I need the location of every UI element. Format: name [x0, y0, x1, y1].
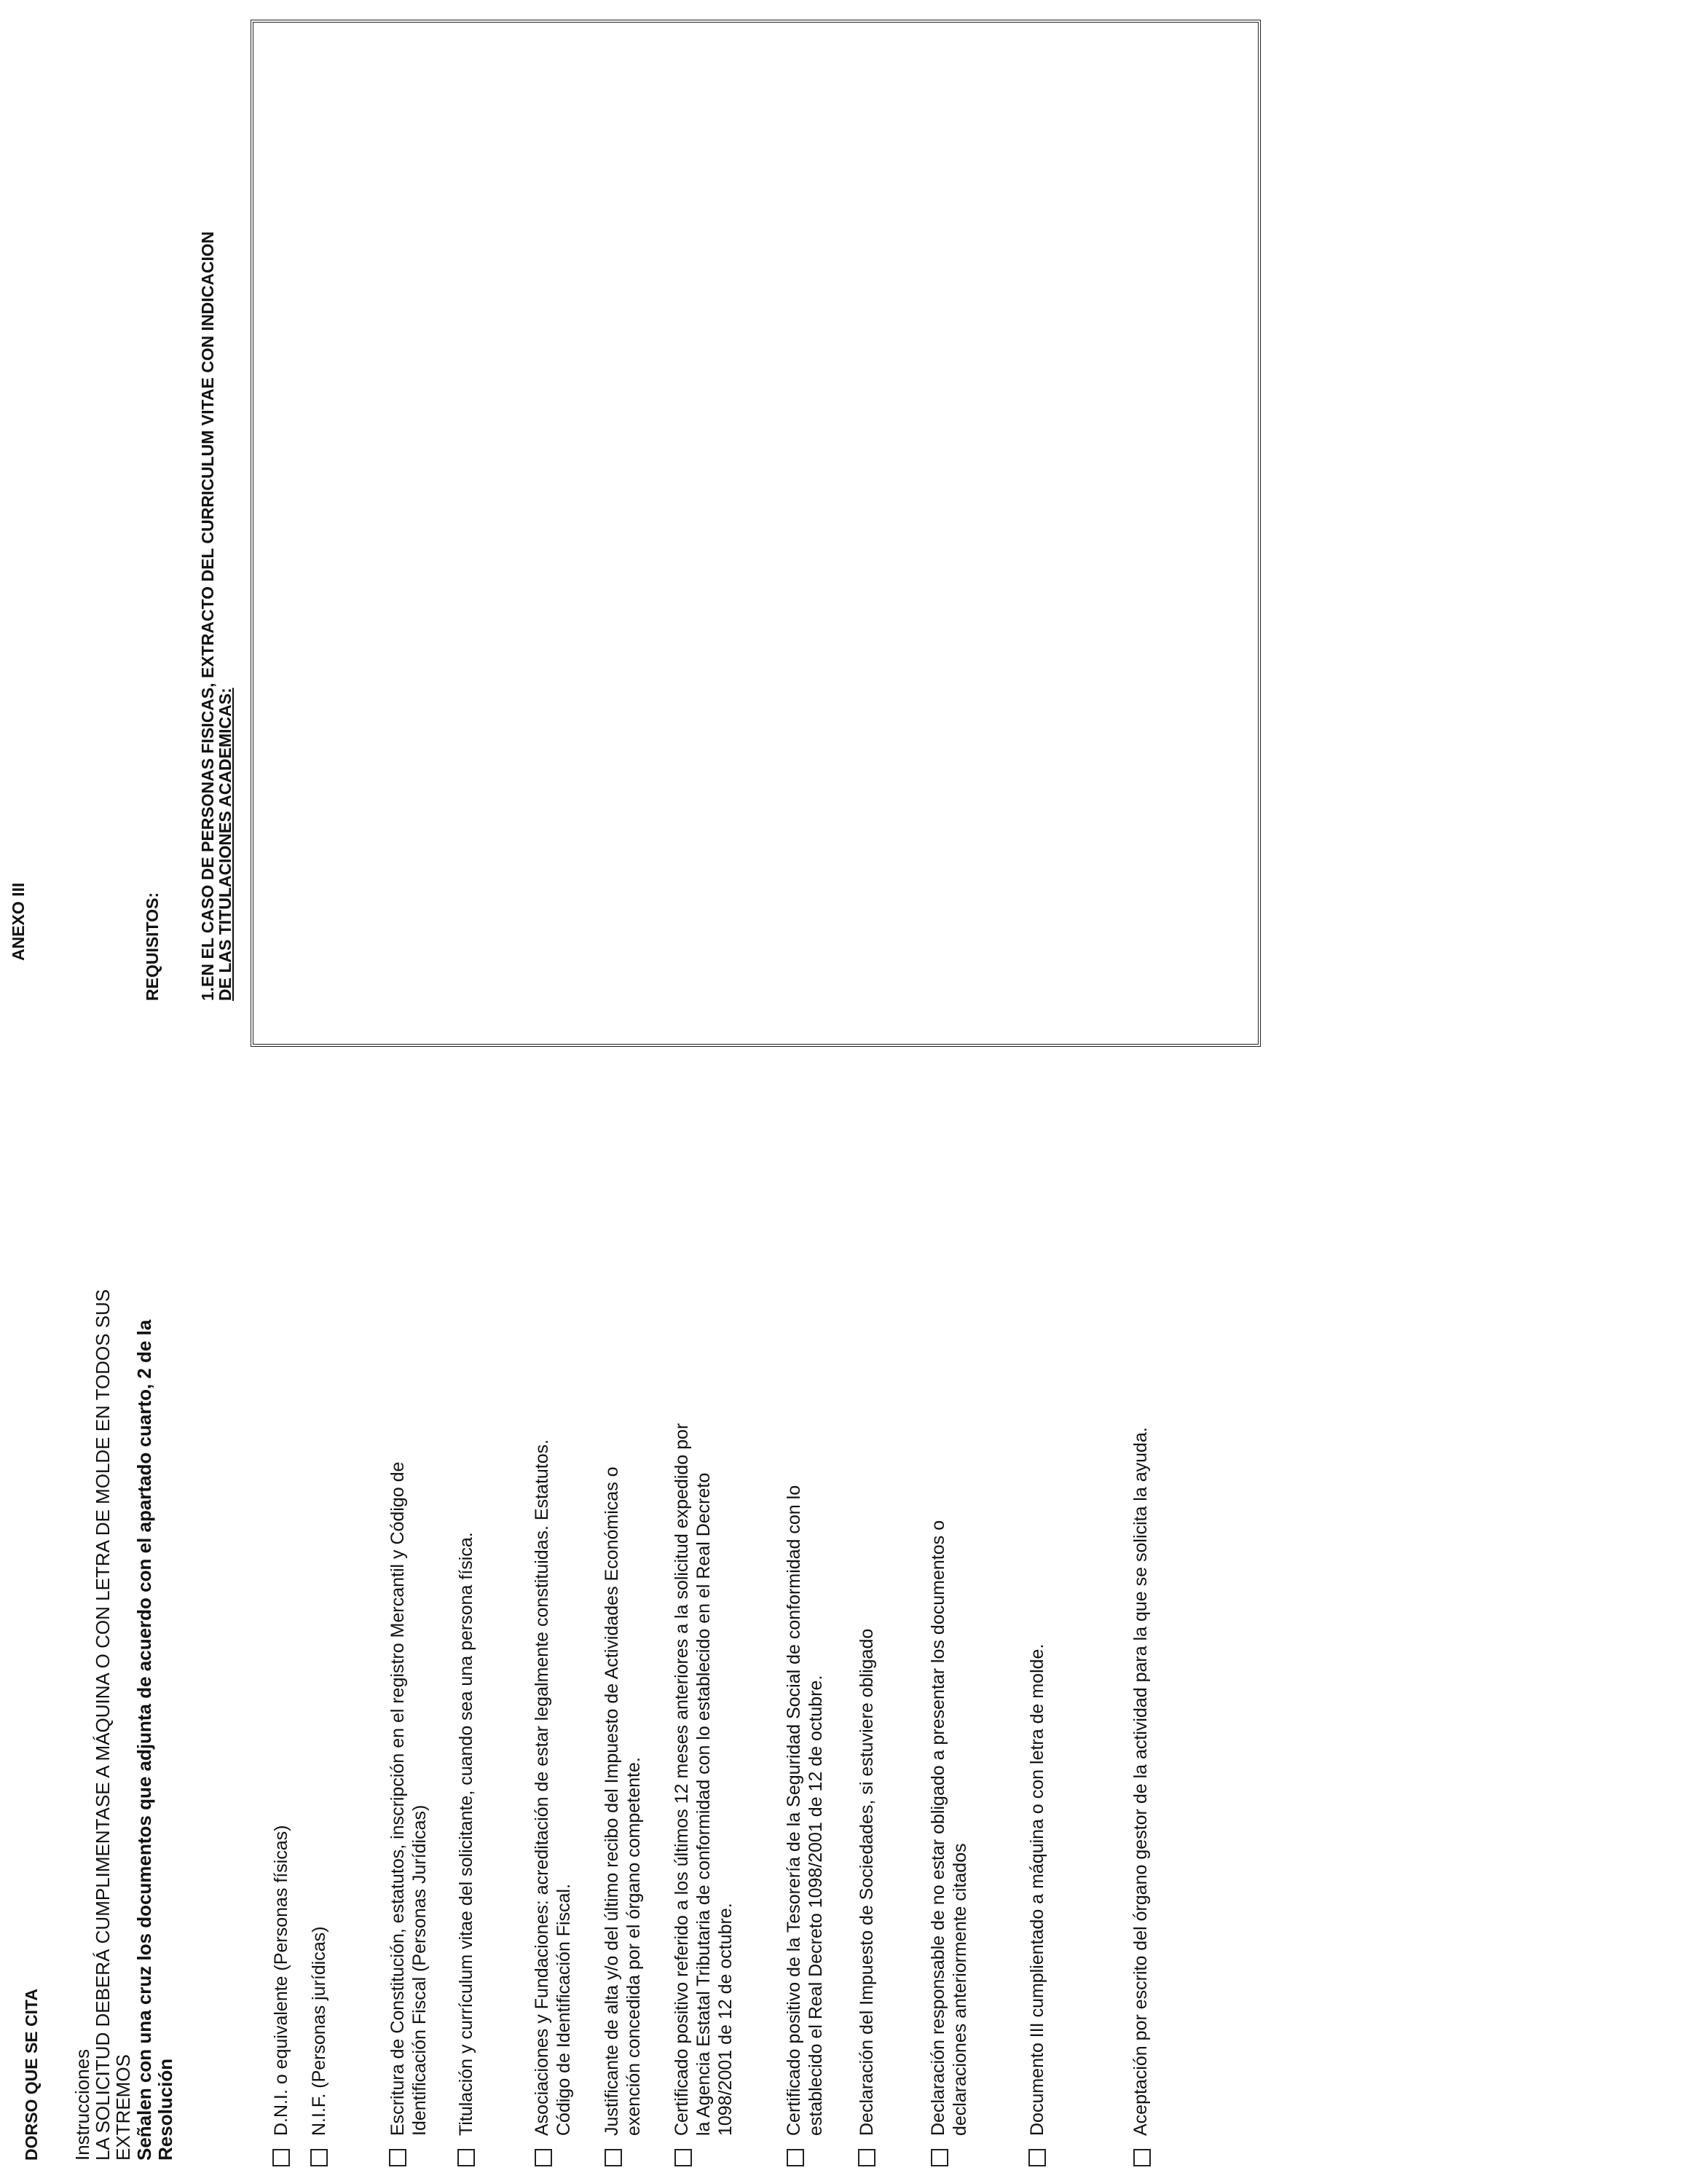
checklist-item-text: D.N.I. o equivalente (Personas físicas): [271, 1825, 291, 2136]
dorso-title: DORSO QUE SE CITA: [22, 1989, 41, 2161]
checklist-checkbox[interactable]: [858, 2149, 875, 2166]
checklist-item-text: Declaración responsable de no estar obligado a presentar los documentos o: [928, 1520, 948, 2136]
checklist-item-text: exención concedida por el órgano competente.: [623, 1757, 644, 2136]
checklist-item-text: Identificación Fiscal (Personas Jurídicas): [409, 1804, 430, 2136]
checklist-item-text: Justificante de alta y/o del último recibo del Impuesto de Actividades Económicas o: [602, 1466, 622, 2136]
checklist-item-text: Certificado positivo referido a los últimos 12 meses anteriores a la solicitud expedido por: [672, 1423, 692, 2136]
checklist-item-text: Declaración del Impuesto de Sociedades, si estuviere obligado: [857, 1628, 877, 2136]
instructions-heading: Instrucciones: [71, 2048, 93, 2161]
cv-text-box[interactable]: [251, 20, 1261, 1047]
requirements-label: REQUISITOS:: [143, 892, 162, 1001]
checklist-item-text: Asociaciones y Fundaciones: acreditación de estar legalmente constituidas. Estatutos.: [532, 1439, 552, 2136]
cv-heading-line-1: 1.EN EL CASO DE PERSONAS FISICAS, EXTRACTO DEL CURRICULUM VITAE CON INDICACION: [198, 231, 217, 1001]
checklist-checkbox[interactable]: [389, 2149, 406, 2166]
checklist-item-text: Titulación y currículum vitae del solicitante, cuando sea una persona física.: [456, 1532, 476, 2136]
instructions-bold-line-1: Señalen con una cruz los documentos que adjunta de acuerdo con el apartado cuarto, 2 de la: [133, 1319, 155, 2161]
checklist-checkbox[interactable]: [310, 2149, 328, 2166]
checklist-item-text: establecido el Real Decreto 1098/2001 de 12 de octubre.: [806, 1675, 826, 2136]
checklist-checkbox[interactable]: [931, 2149, 948, 2166]
checklist-item-text: declaraciones anteriormente citados: [950, 1843, 970, 2136]
checklist-item-text: Documento III cumplientado a máquina o con letra de molde.: [1027, 1643, 1047, 2136]
checklist-checkbox[interactable]: [605, 2149, 622, 2166]
checklist-item-text: Código de Identificación Fiscal.: [554, 1883, 574, 2136]
annex-title: ANEXO III: [9, 882, 28, 961]
checklist-item-text: Escritura de Constitución, estatutos, inscripción en el registro Mercantil y Código de: [387, 1461, 408, 2136]
checklist-item-text: la Agencia Estatal Tributaria de conformidad con lo establecido en el Real Decreto: [693, 1472, 714, 2136]
checklist-checkbox[interactable]: [457, 2149, 475, 2166]
checklist-checkbox[interactable]: [674, 2149, 692, 2166]
checklist-item-text: 1098/2001 de 12 de octubre.: [715, 1903, 736, 2136]
checklist-checkbox[interactable]: [1133, 2149, 1151, 2166]
checklist-item-text: N.I.F. (Personas jurídicas): [309, 1926, 329, 2136]
instructions-line-2: EXTREMOS: [112, 2054, 134, 2161]
checklist-item-text: Aceptación por escrito del órgano gestor de la actividad para la que se solicita la ayuda.: [1130, 1427, 1151, 2136]
instructions-line-1: LA SOLICITUD DEBERÁ CUMPLIMENTASE A MÁQUINA O CON LETRA DE MOLDE EN TODOS SUS: [92, 1289, 114, 2161]
instructions-bold-line-2: Resolución: [154, 2058, 176, 2161]
checklist-checkbox[interactable]: [272, 2149, 290, 2166]
cv-heading-line-2: DE LAS TITULACIONES ACADEMICAS:: [216, 688, 235, 1001]
checklist-item-text: Certificado positivo de la Tesorería de la Seguridad Social de conformidad con lo: [784, 1485, 804, 2136]
checklist-checkbox[interactable]: [1028, 2149, 1046, 2166]
checklist-checkbox[interactable]: [535, 2149, 552, 2166]
checklist-checkbox[interactable]: [787, 2149, 804, 2166]
